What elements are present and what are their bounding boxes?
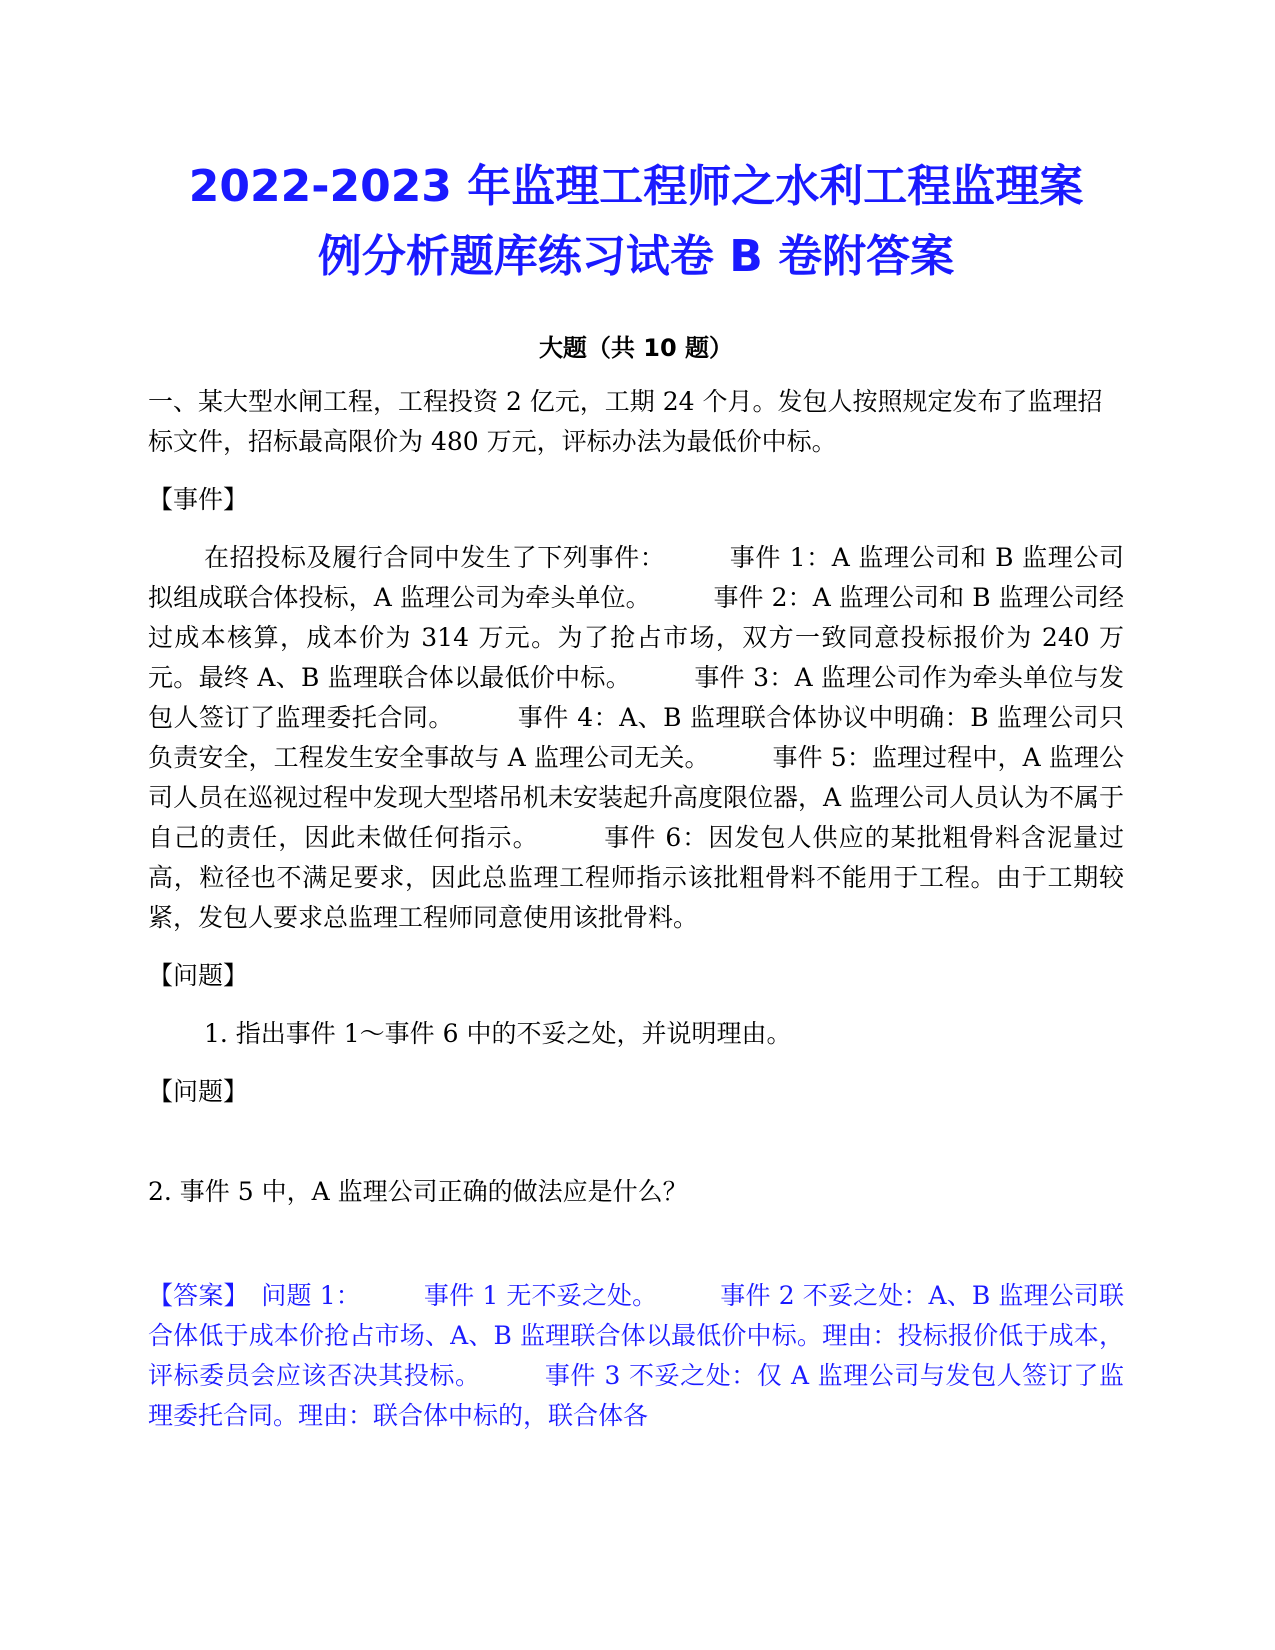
events-label: 【事件】 (148, 485, 249, 514)
question-2: 2. 事件 5 中，A 监理公司正确的做法应是什么？ (148, 1177, 688, 1206)
document-title (148, 152, 1124, 292)
document-page (148, 0, 1124, 1650)
title-line-1: 2022-2023 年监理工程师之水利工程监理案 (188, 161, 1084, 212)
section-heading: 大题（共 10 题） (538, 334, 734, 362)
question-label-1: 【问题】 (148, 961, 249, 990)
answer-text: 【答案】 问题 1： 事件 1 无不妥之处。 事件 2 不妥之处：A、B 监理公司联合体低于成本价抢占市场、A、B 监理联合体以最低价中标。理由：投标报价低于成本，评标委员会应该否决其投标。 事件 3 不妥之处：仅 A 监理公司与发包人签订了监理委托合同。理由：联合体中标的，联合体各 (148, 1281, 1124, 1430)
question-1: 1. 指出事件 1～事件 6 中的不妥之处，并说明理由。 (204, 1019, 792, 1048)
events-text: 在招投标及履行合同中发生了下列事件： 事件 1：A 监理公司和 B 监理公司拟组成联合体投标，A 监理公司为牵头单位。 事件 2：A 监理公司和 B 监理公司经过成本核算，成本价为 314 万元。为了抢占市场，双方一致同意投标报价为 240 万元。最终 A、B 监理联合体以最低价中标。 事件 3：A 监理公司作为牵头单位与发包人签订了监理委托合同。 事件 4：A、B 监理联合体协议中明确：B 监理公司只负责安全，工程发生安全事故与 A 监理公司无关。 事件 5：监理过程中，A 监理公司人员在巡视过程中发现大型塔吊机未安装起升高度限位器，A 监理公司人员认为不属于自己的责任，因此未做任何指示。 事件 6：因发包人供应的某批粗骨料含泥量过高，粒径也不满足要求，因此总监理工程师指示该批粗骨料不能用于工程。由于工期较紧，发包人要求总监理工程师同意使用该批骨料。 (148, 543, 1125, 932)
question-label-2: 【问题】 (148, 1077, 249, 1106)
question-intro: 一、某大型水闸工程，工程投资 2 亿元，工期 24 个月。发包人按照规定发布了监理招标文件，招标最高限价为 480 万元，评标办法为最低价中标。 (148, 387, 1103, 456)
title-line-2: 例分析题库练习试卷 B 卷附答案 (317, 231, 955, 282)
